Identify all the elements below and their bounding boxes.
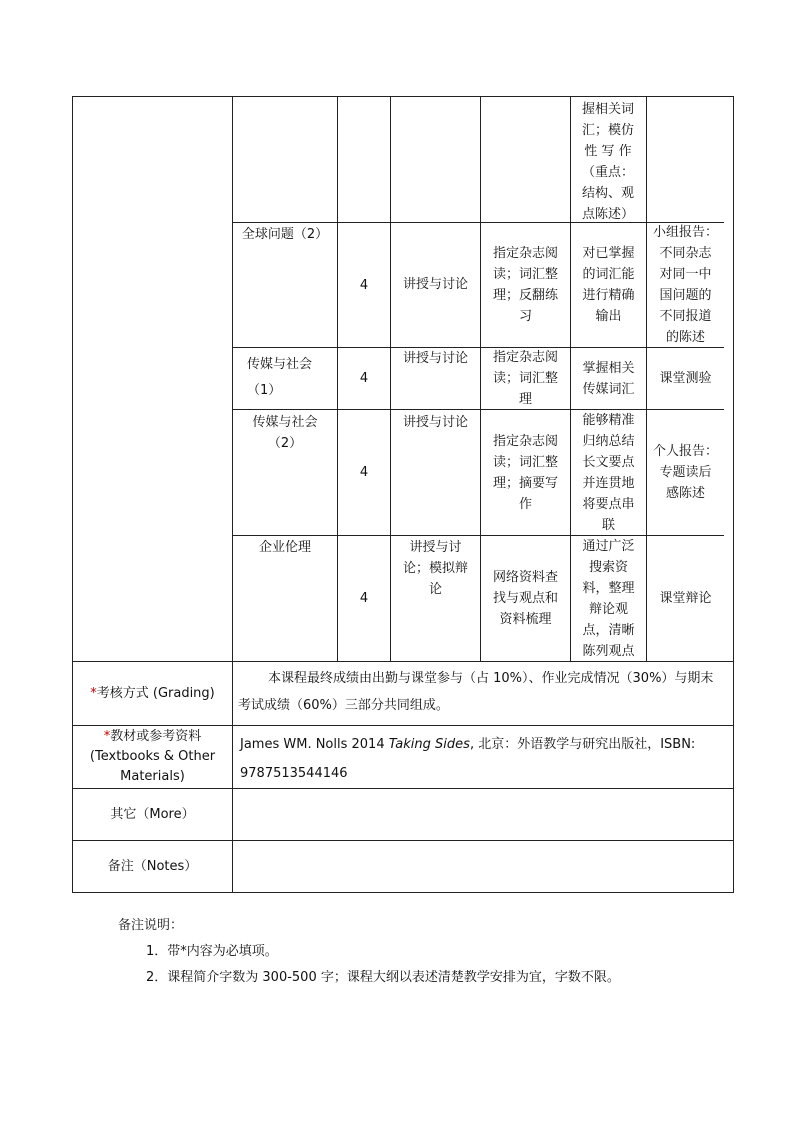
text-line (240, 730, 730, 759)
text-line: 网络资料查 (492, 570, 558, 585)
footnote-item: 2．课程简介字数为 300-500 字；课程大纲以表述清楚教学安排为宜，字数不限。 (146, 970, 620, 985)
required-star: * (103, 729, 111, 744)
schedule-topic-cell (247, 348, 337, 409)
schedule-topic-cell (233, 536, 337, 661)
text-line: 专题读后 (659, 465, 712, 480)
text-line: 考试成绩（60%）三部分共同组成。 (238, 698, 449, 713)
text-line: 指定杂志阅 (492, 350, 558, 365)
text-line: 4 (359, 277, 369, 293)
schedule-method-cell (391, 410, 480, 535)
text-line: 不同报道 (659, 309, 712, 324)
text-line: 的陈述 (665, 330, 705, 345)
text-line: 理 (518, 392, 532, 407)
schedule-assessment-cell (647, 536, 724, 661)
text-line: 国问题的 (659, 288, 712, 303)
text-line: 理；反翻练 (492, 288, 558, 303)
text-line: 课堂辩论 (659, 591, 712, 606)
text-line: 讲授与讨论 (402, 276, 468, 292)
text-line: 企业伦理 (258, 540, 311, 555)
schedule-assignment-cell (481, 410, 570, 535)
notes-value (233, 841, 733, 892)
text-line: 感陈述 (665, 486, 705, 501)
schedule-method-cell (391, 348, 480, 409)
schedule-goal-cell (571, 348, 646, 409)
schedule-topic-cell (233, 223, 337, 347)
schedule-hours-cell (338, 536, 390, 661)
schedule-goal-cell (571, 410, 646, 535)
schedule-topic-cell (233, 410, 337, 535)
more-value (233, 789, 733, 840)
text-line: 4 (359, 371, 369, 386)
schedule-goal-cell (571, 536, 646, 661)
schedule-hours-cell (338, 223, 390, 347)
text-line: 理；摘要写 (492, 475, 558, 491)
text-line: 料，整理 (582, 580, 635, 596)
text-line: 资料梳理 (499, 612, 552, 627)
text-line: （重点： (581, 165, 634, 180)
schedule-hours-cell (338, 348, 390, 409)
text-line: 论 (428, 582, 442, 597)
text-line: 输出 (595, 309, 622, 324)
text-line: 的词汇能 (582, 267, 635, 282)
text-line: 9787513544146 (240, 766, 348, 781)
footnotes-title: 备注说明： (118, 918, 184, 933)
text-line: 点陈述） (581, 207, 634, 222)
table-border-right (733, 96, 734, 893)
text-line: 进行精确 (582, 288, 635, 303)
text-line: 找与观点和 (492, 591, 558, 606)
text-line: 并连贯地 (582, 475, 635, 491)
footnote-item: 1．带*内容为必填项。 (146, 944, 278, 959)
text-line: 指定杂志阅 (492, 246, 558, 261)
schedule-assessment-cell (647, 348, 724, 409)
schedule-assignment-cell (481, 536, 570, 661)
text-run: James WM. Nolls 2014 (240, 737, 389, 752)
text-line: 对已掌握 (582, 246, 635, 261)
table-border-bottom (72, 892, 734, 893)
text-line: 不同杂志 (659, 246, 712, 261)
materials-text (240, 730, 730, 788)
schedule-assignment-cell (481, 223, 570, 347)
text-line: 讲授与讨论 (402, 351, 468, 366)
schedule-assessment-cell (647, 223, 724, 347)
label-text: 备注（Notes） (107, 859, 198, 874)
text-line: 握相关词 (581, 102, 634, 117)
label-text: 考核方式 (Grading) (96, 686, 215, 701)
book-title: Taking Sides (388, 737, 470, 752)
text-line: 指定杂志阅 (492, 433, 558, 449)
text-line: 课堂测验 (659, 371, 712, 386)
text-line: 传媒与社会 (252, 415, 318, 430)
text-line: （2） (267, 436, 303, 451)
label-text: 其它（More） (110, 807, 195, 822)
text-line: 讲授与讨 (409, 540, 462, 555)
schedule-method-cell (391, 536, 480, 661)
schedule-method-cell (391, 223, 480, 347)
text-line: 结构、观 (581, 186, 634, 201)
required-star: * (90, 686, 97, 701)
text-line: 读；词汇整 (492, 267, 558, 282)
text-line: 归纳总结 (582, 433, 635, 449)
text-line: 陈列观点 (582, 643, 635, 659)
text-line: 4 (359, 591, 369, 606)
text-line: 点，清晰 (582, 622, 635, 638)
text-line: 传媒与社会 (247, 357, 313, 372)
grading-label (73, 662, 232, 725)
text-line: 读；词汇整 (492, 371, 558, 386)
label-text: (Textbooks & Other (89, 749, 216, 764)
text-line: 辩论观 (588, 601, 628, 617)
text-line: 能够精准 (582, 412, 635, 428)
text-line: 掌握相关 (582, 360, 635, 376)
schedule-hours-cell (338, 410, 390, 535)
text-line: 讲授与讨论 (402, 415, 468, 430)
text-line: 本课程最终成绩由出勤与课堂参与（占 10%）、作业完成情况（30%）与期末 (268, 671, 714, 686)
schedule-assessment-cell (647, 410, 724, 535)
text-line: 汇；模仿 (581, 123, 634, 138)
materials-label (73, 726, 232, 788)
grading-text (238, 665, 730, 719)
text-line: 搜索资 (588, 559, 628, 575)
text-line: 小组报告： (652, 225, 718, 240)
more-label (73, 789, 232, 840)
text-line: （1） (247, 383, 282, 398)
text-line: 个人报告： (652, 444, 718, 459)
text-line: 全球问题（2） (241, 227, 329, 242)
notes-label (73, 841, 232, 892)
schedule-assignment-cell (481, 348, 570, 409)
text-line: 习 (518, 309, 532, 324)
text-line: 将要点串 (582, 496, 635, 512)
text-line: 长文要点 (582, 454, 635, 470)
text-line: 论；模拟辩 (402, 561, 468, 576)
label-text: 教材或参考资料 (110, 729, 202, 744)
text-line: 对同一中 (659, 267, 712, 282)
schedule-goal-cell (570, 97, 646, 222)
text-line: 读；词汇整 (492, 454, 558, 470)
text-line: 4 (359, 465, 369, 480)
label-text: Materials) (120, 769, 185, 784)
text-line: 联 (601, 517, 615, 533)
text-line: 通过广泛 (582, 538, 635, 554)
text-run: , 北京：外语教学与研究出版社，ISBN: (469, 737, 696, 752)
text-line: 作 (518, 496, 532, 512)
text-line: 性 写 作 (584, 144, 632, 159)
schedule-goal-cell (571, 223, 646, 347)
text-line: 传媒词汇 (582, 381, 635, 397)
